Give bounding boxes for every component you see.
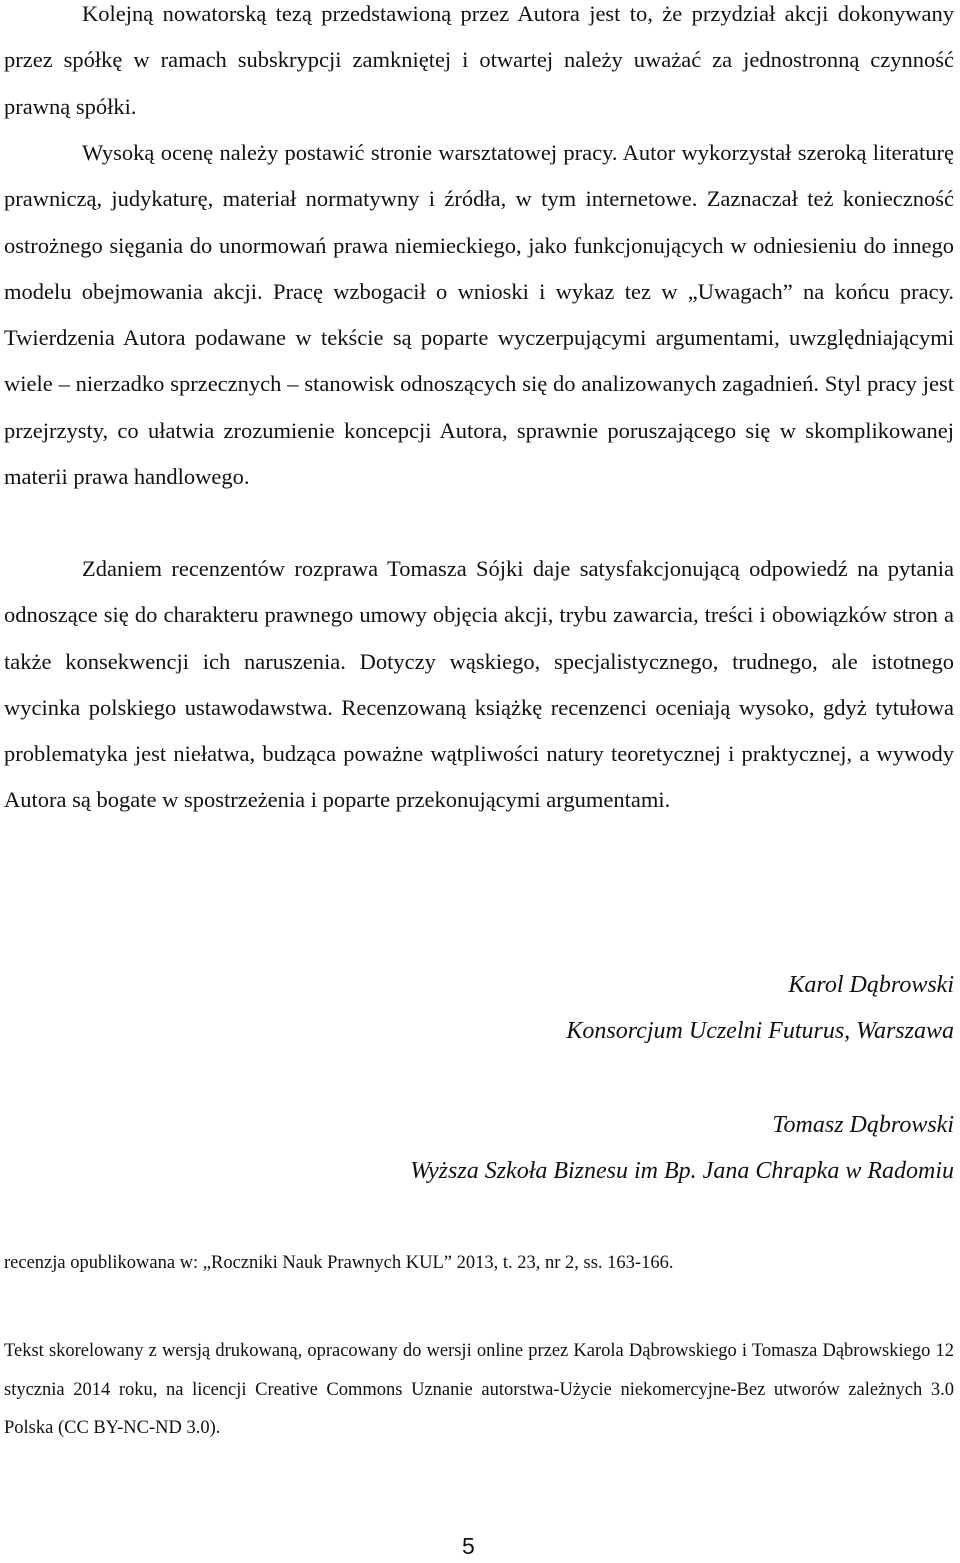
body-paragraph-3: Zdaniem recenzentów rozprawa Tomasza Sójki daje satysfakcjonującą odpowiedź na pytania odnoszące się do charakteru prawnego umowy objęcia akcji, trybu zawarcia, treści i obowiązków stron a także konsekwencji ich naruszenia. Dotyczy wąskiego, specjalistycznego, trudnego, ale istotnego wycinka polskiego ustawodawstwa. Recenzowaną książkę recenzenci oceniają wysoko, gdyż tytułowa problematyka jest niełatwa, budząca poważne wątpliwości natury teoretycznej i praktycznej, a wywody Autora są bogate w spostrzeżenia i poparte przekonującymi argumentami. [4,556,954,813]
signature-affiliation: Wyższa Szkoła Biznesu im Bp. Jana Chrapka w Radomiu [410,1158,954,1184]
license-note: Tekst skorelowany z wersją drukowaną, opracowany do wersji online przez Karola Dąbrowskiego i Tomasza Dąbrowskiego 12 stycznia 2014 roku, na licencji Creative Commons Uznanie autorstwa-Użycie niekomercyjne-Bez utworów zależnych 3.0 Polska (CC BY-NC-ND 3.0). [4,1341,954,1438]
publication-note: recenzja opublikowana w: „Roczniki Nauk Prawnych KUL” 2013, t. 23, nr 2, ss. 163-166. [4,1253,674,1273]
signature-name: Karol Dąbrowski [788,972,954,998]
body-paragraph-1: Kolejną nowatorską tezą przedstawioną przez Autora jest to, że przydział akcji dokonywany przez spółkę w ramach subskrypcji zamkniętej i otwartej należy uważać za jednostronną czynność prawną spółki. [4,1,954,119]
signature-affiliation: Konsorcjum Uczelni Futurus, Warszawa [566,1018,954,1044]
page-number: 5 [462,1533,475,1559]
signature-name: Tomasz Dąbrowski [772,1112,954,1138]
signature-block-1 [254,962,954,1054]
body-paragraph-2: Wysoką ocenę należy postawić stronie warsztatowej pracy. Autor wykorzystał szeroką literaturę prawniczą, judykaturę, materiał normatywny i źródła, w tym internetowe. Zaznaczał też konieczność ostrożnego sięgania do unormowań prawa niemieckiego, jako funkcjonujących w odniesieniu do innego modelu obejmowania akcji. Pracę wzbogacił o wnioski i wykaz tez w „Uwagach” na końcu pracy. Twierdzenia Autora podawane w tekście są poparte wyczerpującymi argumentami, uwzględniającymi wiele – nierzadko sprzecznych – stanowisk odnoszących się do analizowanych zagadnień. Styl pracy jest przejrzysty, co ułatwia zrozumienie koncepcji Autora, sprawnie poruszającego się w skomplikowanej materii prawa handlowego. [4,140,954,490]
signature-block-2 [254,1102,954,1194]
